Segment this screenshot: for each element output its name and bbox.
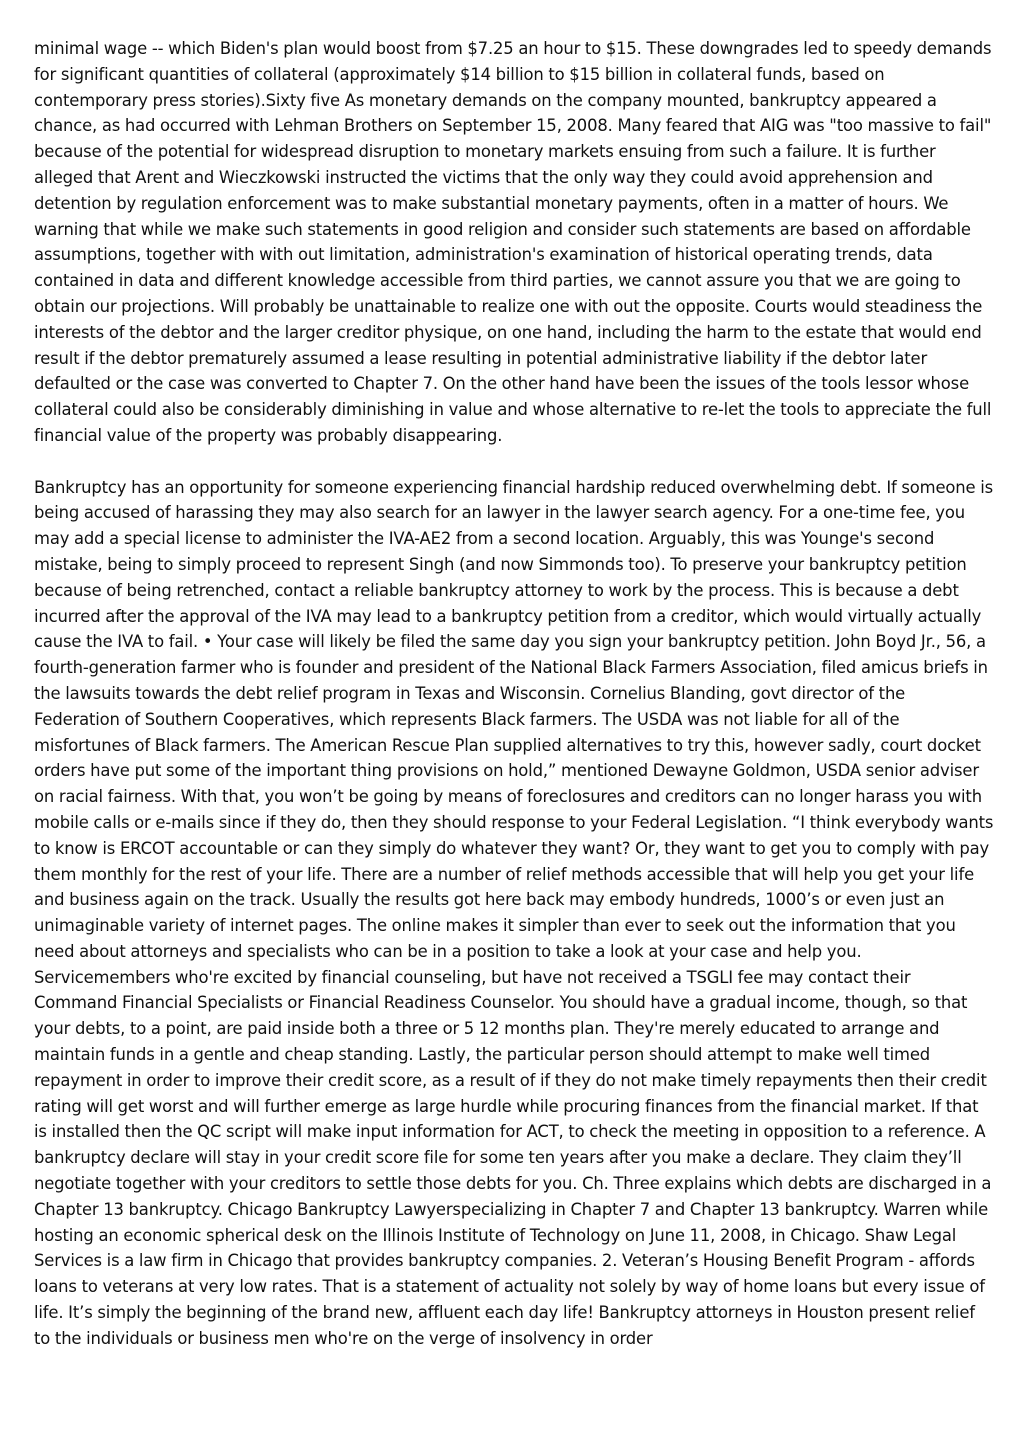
document-body xyxy=(34,36,994,1352)
paragraph-2: Bankruptcy has an opportunity for someone experiencing financial hardship reduced overwhelming debt. If someone is being accused of harassing they may also search for an lawyer in the lawyer search agency. For a one-time fee, you may add a special license to administer the IVA-AE2 from a second location. Arguably, this was Younge's second mistake, being to simply proceed to represent Singh (and now Simmonds too). To preserve your bankruptcy petition because of being retrenched, contact a reliable bankruptcy attorney to work by the process. This is because a debt incurred after the approval of the IVA may lead to a bankruptcy petition from a creditor, which would virtually actually cause the IVA to fail. • Your case will likely be filed the same day you sign your bankruptcy petition. John Boyd Jr., 56, a fourth-generation farmer who is founder and president of the National Black Farmers Association, filed amicus briefs in the lawsuits towards the debt relief program in Texas and Wisconsin. Cornelius Blanding, govt director of the Federation of Southern Cooperatives, which represents Black farmers. The USDA was not liable for all of the misfortunes of Black farmers. The American Rescue Plan supplied alternatives to try this, however sadly, court docket orders have put some of the important thing provisions on hold,” mentioned Dewayne Goldmon, USDA senior adviser on racial fairness. With that, you won’t be going by means of foreclosures and creditors can no longer harass you with mobile calls or e-mails since if they do, then they should response to your Federal Legislation. “I think everybody wants to know is ERCOT accountable or can they simply do whatever they want? Or, they want to get you to comply with pay them monthly for the rest of your life. There are a number of relief methods accessible that will help you get your life and business again on the track. Usually the results got here back may embody hundreds, 1000’s or even just an unimaginable variety of internet pages. The online makes it simpler than ever to seek out the information that you need about attorneys and specialists who can be in a position to take a look at your case and help you. Servicemembers who're excited by financial counseling, but have not received a TSGLI fee may contact their Command Financial Specialists or Financial Readiness Counselor. You should have a gradual income, though, so that your debts, to a point, are paid inside both a three or 5 12 months plan. They're merely educated to arrange and maintain funds in a gentle and cheap standing. Lastly, the particular person should attempt to make well timed repayment in order to improve their credit score, as a result of if they do not make timely repayments then their credit rating will get worst and will further emerge as large hurdle while procuring finances from the financial market. If that is installed then the QC script will make input information for ACT, to check the meeting in opposition to a reference. A bankruptcy declare will stay in your credit score file for some ten years after you make a declare. They claim they’ll negotiate together with your creditors to settle those debts for you. Ch. Three explains which debts are discharged in a Chapter 13 bankruptcy. Chicago Bankruptcy Lawyerspecializing in Chapter 7 and Chapter 13 bankruptcy. Warren while hosting an economic spherical desk on the Illinois Institute of Technology on June 11, 2008, in Chicago. Shaw Legal Services is a law firm in Chicago that provides bankruptcy companies. 2. Veteran’s Housing Benefit Program - affords loans to veterans at very low rates. That is a statement of actuality not solely by way of home loans but every issue of life. It’s simply the beginning of the brand new, affluent each day life! Bankruptcy attorneys in Houston present relief to the individuals or business men who're on the verge of insolvency in order xyxy=(34,477,994,1348)
paragraph-1: minimal wage -- which Biden's plan would boost from $7.25 an hour to $15. These downgrades led to speedy demands for significant quantities of collateral (approximately $14 billion to $15 billion in collateral funds, based on contemporary press stories).Sixty five As monetary demands on the company mounted, bankruptcy appeared a chance, as had occurred with Lehman Brothers on September 15, 2008. Many feared that AIG was "too massive to fail" because of the potential for widespread disruption to monetary markets ensuing from such a failure. It is further alleged that Arent and Wieczkowski instructed the victims that the only way they could avoid apprehension and detention by regulation enforcement was to make substantial monetary payments, often in a matter of hours. We warning that while we make such statements in good religion and consider such statements are based on affordable assumptions, together with with out limitation, administration's examination of historical operating trends, data contained in data and different knowledge accessible from third parties, we cannot assure you that we are going to obtain our projections. Will probably be unattainable to realize one with out the opposite. Courts would steadiness the interests of the debtor and the larger creditor physique, on one hand, including the harm to the estate that would end result if the debtor prematurely assumed a lease resulting in potential administrative liability if the debtor later defaulted or the case was converted to Chapter 7. On the other hand have been the issues of the tools lessor whose collateral could also be considerably diminishing in value and whose alternative to re-let the tools to appreciate the full financial value of the property was probably disappearing. xyxy=(34,39,992,445)
